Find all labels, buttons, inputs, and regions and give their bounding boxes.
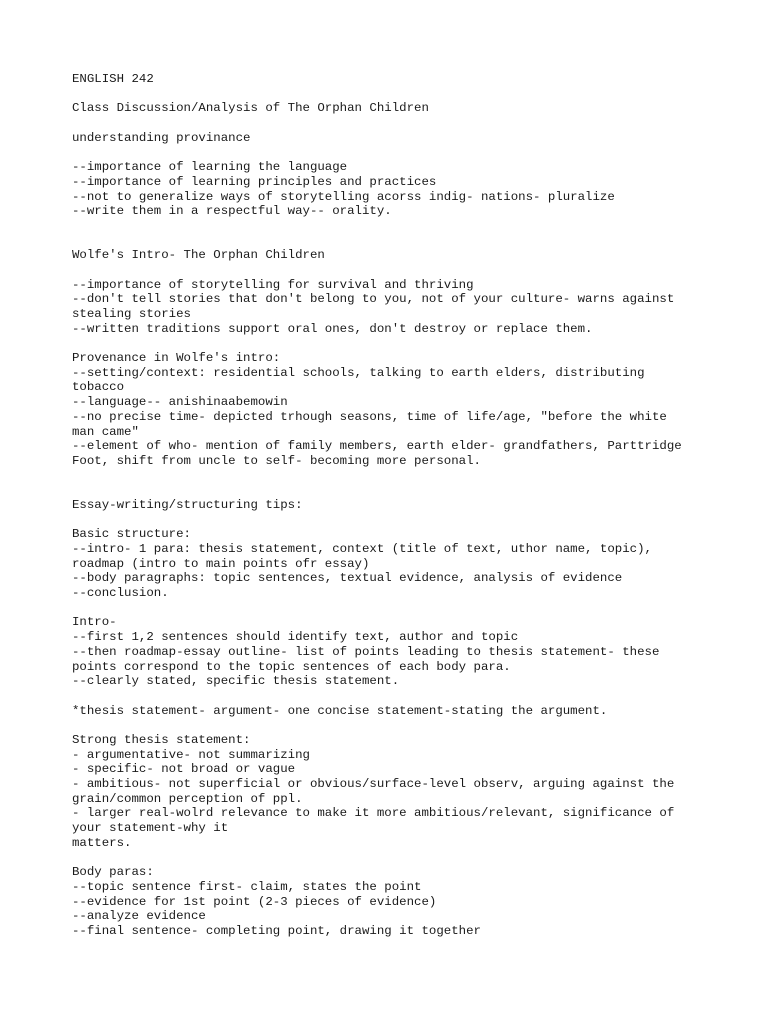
thesis-note: *thesis statement- argument- one concise statement-stating the argument. bbox=[72, 703, 608, 718]
text-line: stealing stories bbox=[72, 307, 191, 322]
text-line: --importance of learning the language bbox=[72, 160, 348, 175]
text-line: --no precise time- depicted trhough seasons, time of life/age, "before the white bbox=[72, 409, 667, 424]
document-page bbox=[72, 72, 762, 939]
section-heading-provenance: Provenance in Wolfe's intro: bbox=[72, 351, 281, 366]
text-line: matters. bbox=[72, 835, 132, 850]
text-line: --final sentence- completing point, drawing it together bbox=[72, 923, 481, 938]
text-line: --conclusion. bbox=[72, 586, 169, 601]
text-line: roadmap (intro to main points ofr essay) bbox=[72, 556, 370, 571]
text-line: --language-- anishinaabemowin bbox=[72, 395, 288, 410]
text-line: --evidence for 1st point (2-3 pieces of evidence) bbox=[72, 894, 437, 909]
text-line: --write them in a respectful way-- orality. bbox=[72, 204, 392, 219]
text-line: --setting/context: residential schools, talking to earth elders, distributing bbox=[72, 365, 645, 380]
section-heading-wolfe-intro: Wolfe's Intro- The Orphan Children bbox=[72, 248, 325, 263]
text-line: --importance of storytelling for survival and thriving bbox=[72, 277, 474, 292]
text-line: --topic sentence first- claim, states the point bbox=[72, 879, 422, 894]
text-line: Foot, shift from uncle to self- becoming more personal. bbox=[72, 453, 481, 468]
text-line: --element of who- mention of family members, earth elder- grandfathers, Parttridge bbox=[72, 439, 682, 454]
section-heading-body-paras: Body paras: bbox=[72, 865, 154, 880]
text-line: tobacco bbox=[72, 380, 125, 395]
text-line: --not to generalize ways of storytelling acorss indig- nations- pluralize bbox=[72, 189, 615, 204]
text-line: --intro- 1 para: thesis statement, context (title of text, uthor name, topic), bbox=[72, 542, 652, 557]
text-line: --then roadmap-essay outline- list of points leading to thesis statement- these bbox=[72, 644, 660, 659]
text-line: --clearly stated, specific thesis statement. bbox=[72, 674, 400, 689]
document-title: Class Discussion/Analysis of The Orphan Children bbox=[72, 101, 429, 116]
course-title: ENGLISH 242 bbox=[72, 72, 154, 86]
text-line: --don't tell stories that don't belong to you, not of your culture- warns against bbox=[72, 292, 675, 307]
text-line: man came" bbox=[72, 424, 139, 439]
text-line: - larger real-wolrd relevance to make it more ambitious/relevant, significance of bbox=[72, 806, 675, 821]
text-line: your statement-why it bbox=[72, 821, 229, 836]
text-line: --written traditions support oral ones, don't destroy or replace them. bbox=[72, 321, 593, 336]
text-line: --analyze evidence bbox=[72, 909, 206, 924]
section-heading-provinance: understanding provinance bbox=[72, 130, 251, 145]
text-line: - specific- not broad or vague bbox=[72, 762, 296, 777]
section-heading-basic-structure: Basic structure: bbox=[72, 527, 191, 542]
text-line: - ambitious- not superficial or obvious/surface-level observ, arguing against the bbox=[72, 777, 675, 792]
section-heading-strong-thesis: Strong thesis statement: bbox=[72, 732, 251, 747]
text-line: --body paragraphs: topic sentences, textual evidence, analysis of evidence bbox=[72, 571, 623, 586]
text-line: points correspond to the topic sentences of each body para. bbox=[72, 659, 511, 674]
text-line: --first 1,2 sentences should identify text, author and topic bbox=[72, 630, 519, 645]
text-line: - argumentative- not summarizing bbox=[72, 747, 310, 762]
section-heading-essay-tips: Essay-writing/structuring tips: bbox=[72, 497, 303, 512]
text-line: --importance of learning principles and practices bbox=[72, 174, 437, 189]
section-heading-intro: Intro- bbox=[72, 615, 117, 630]
text-line: grain/common perception of ppl. bbox=[72, 791, 303, 806]
